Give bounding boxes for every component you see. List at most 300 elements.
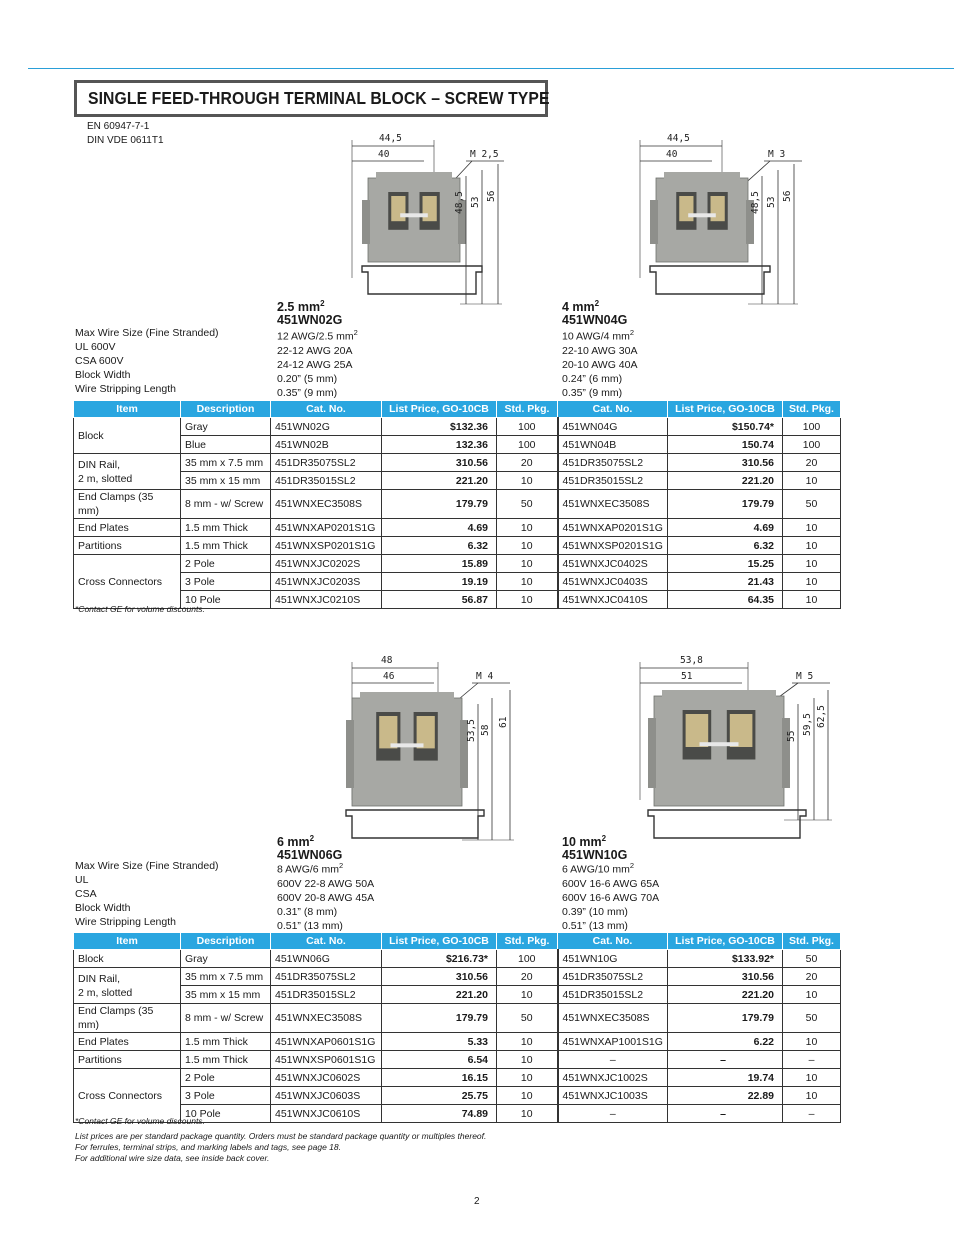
- superscript: 2: [339, 861, 344, 870]
- terminal-block-top: [662, 690, 776, 700]
- catalog-number: 451WN10G: [562, 848, 628, 863]
- table-row: [74, 1087, 841, 1105]
- price-cell: 310.56: [668, 454, 783, 472]
- spec-values-10mm: [562, 859, 659, 933]
- price-cell: 21.43: [668, 573, 783, 591]
- item-cell: End Plates: [74, 519, 181, 537]
- terminal-block-diagram-6mm: [330, 650, 540, 850]
- price-cell: 5.33: [382, 1033, 497, 1051]
- column-header: Std. Pkg.: [783, 933, 841, 950]
- description-cell: 1.5 mm Thick: [181, 1033, 271, 1051]
- std-pkg-cell: 10: [497, 555, 558, 573]
- catalog-number-cell: 451WNXJC0603S: [271, 1087, 382, 1105]
- description-cell: 3 Pole: [181, 1087, 271, 1105]
- terminal-block-top: [376, 172, 452, 182]
- catalog-number-cell: 451WN02B: [271, 436, 382, 454]
- std-pkg-cell: 50: [783, 1004, 841, 1033]
- catalog-number-cell: 451DR35015SL2: [271, 472, 382, 490]
- dimension-label-height: 53: [766, 196, 777, 208]
- wire-size: 4 mm: [562, 300, 595, 315]
- terminal-block-side: [782, 718, 790, 788]
- catalog-number-cell: 451WN04G: [558, 418, 668, 436]
- spec-values-4mm: [562, 326, 637, 400]
- dimension-label-height: 56: [486, 190, 497, 202]
- dimension-label-height: 58: [480, 724, 491, 736]
- catalog-number-cell: 451WNXJC0203S: [271, 573, 382, 591]
- footnote-volume-discount-bottom: *Contact GE for volume discounts.: [75, 1116, 205, 1126]
- dimension-label-inner-width: 46: [383, 671, 395, 682]
- std-pkg-cell: –: [783, 1105, 841, 1123]
- spec-value: 24-12 AWG 25A: [277, 358, 353, 371]
- dimension-label-height: 59,5: [802, 713, 813, 736]
- description-cell: 10 Pole: [181, 1105, 271, 1123]
- catalog-number-cell: –: [558, 1105, 668, 1123]
- dimension-label-height: 48,5: [750, 191, 761, 214]
- terminal-block-top: [360, 692, 454, 702]
- catalog-number-cell: –: [558, 1051, 668, 1069]
- std-pkg-cell: 100: [497, 436, 558, 454]
- price-cell: 179.79: [382, 490, 497, 519]
- dimension-label-overall-width: 53,8: [680, 655, 703, 666]
- description-cell: Gray: [181, 950, 271, 968]
- spec-label: CSA 600V: [75, 355, 124, 367]
- table-row: [74, 986, 841, 1004]
- price-cell: 6.32: [668, 537, 783, 555]
- terminal-block-body: [352, 698, 462, 806]
- spec-label: UL: [75, 874, 89, 886]
- item-cell: Partitions: [74, 1051, 181, 1069]
- column-header: Cat. No.: [271, 401, 382, 418]
- price-cell: 4.69: [668, 519, 783, 537]
- table-row: [74, 436, 841, 454]
- spec-value: 6 AWG/10 mm: [562, 863, 630, 876]
- column-header: Item: [74, 401, 181, 418]
- std-pkg-cell: 100: [783, 436, 841, 454]
- catalog-number-cell: 451WNXSP0601S1G: [271, 1051, 382, 1069]
- description-cell: 35 mm x 7.5 mm: [181, 968, 271, 986]
- catalog-number-cell: 451WNXAP1001S1G: [558, 1033, 668, 1051]
- column-header: List Price, GO-10CB: [382, 933, 497, 950]
- wire-size: 6 mm: [277, 835, 310, 850]
- spec-value: 22-10 AWG 30A: [562, 344, 638, 357]
- price-cell: 74.89: [382, 1105, 497, 1123]
- dimension-label-screw: M 3: [768, 149, 786, 160]
- table-row: [74, 1033, 841, 1051]
- spec-value: 0.20” (5 mm): [277, 372, 338, 385]
- std-pkg-cell: 10: [783, 1069, 841, 1087]
- std-pkg-cell: 10: [783, 555, 841, 573]
- std-pkg-cell: 10: [783, 1087, 841, 1105]
- dimension-label-height: 48,5: [454, 191, 465, 214]
- std-pkg-cell: 10: [783, 986, 841, 1004]
- price-cell: 150.74: [668, 436, 783, 454]
- catalog-number-cell: 451WNXEC3508S: [271, 1004, 382, 1033]
- spec-label: Max Wire Size (Fine Stranded): [75, 860, 219, 872]
- catalog-number-cell: 451WN10G: [558, 950, 668, 968]
- table-row: [74, 537, 841, 555]
- standard-2: DIN VDE 0611T1: [87, 135, 164, 146]
- terminal-block-body: [368, 178, 460, 262]
- page-number: 2: [474, 1196, 480, 1207]
- bridge-bar: [688, 213, 716, 217]
- catalog-number-cell: 451WNXJC1002S: [558, 1069, 668, 1087]
- table-header-row: [74, 401, 841, 418]
- description-cell: Blue: [181, 436, 271, 454]
- price-cell: 221.20: [382, 986, 497, 1004]
- dimension-label-height: 62,5: [816, 705, 827, 728]
- price-cell: 6.54: [382, 1051, 497, 1069]
- superscript: 2: [353, 328, 358, 337]
- catalog-number-cell: 451WN02G: [271, 418, 382, 436]
- item-cell: End Clamps (35 mm): [74, 490, 181, 519]
- spec-label: Block Width: [75, 902, 131, 914]
- description-cell: 35 mm x 15 mm: [181, 472, 271, 490]
- spec-label: Block Width: [75, 369, 131, 381]
- catalog-number: 451WN02G: [277, 313, 343, 328]
- terminal-block-diagram-4mm: [618, 128, 828, 310]
- column-header: List Price, GO-10CB: [668, 933, 783, 950]
- terminal-block-side: [346, 720, 354, 788]
- std-pkg-cell: 10: [497, 1069, 558, 1087]
- product-heading-4mm: [562, 297, 627, 327]
- spec-value: 0.24” (6 mm): [562, 372, 623, 385]
- price-cell: 19.74: [668, 1069, 783, 1087]
- price-cell: 221.20: [668, 986, 783, 1004]
- dimension-label-inner-width: 51: [681, 671, 693, 682]
- std-pkg-cell: 10: [497, 1105, 558, 1123]
- column-header: Std. Pkg.: [497, 401, 558, 418]
- item-cell: Block: [74, 950, 181, 968]
- table-row: [74, 573, 841, 591]
- std-pkg-cell: 20: [783, 454, 841, 472]
- dimension-label-screw: M 2,5: [470, 149, 499, 160]
- table-row: [74, 950, 841, 968]
- notes: [75, 1131, 486, 1164]
- price-cell: 56.87: [382, 591, 497, 609]
- product-heading-6mm: [277, 832, 342, 862]
- bridge-bar: [700, 742, 739, 746]
- price-cell: 6.22: [668, 1033, 783, 1051]
- terminal-block-body: [654, 696, 784, 806]
- price-cell: 64.35: [668, 591, 783, 609]
- spec-value: 22-12 AWG 20A: [277, 344, 353, 357]
- std-pkg-cell: 10: [783, 573, 841, 591]
- std-pkg-cell: 50: [783, 490, 841, 519]
- description-cell: 1.5 mm Thick: [181, 537, 271, 555]
- pricing-table-top: [73, 400, 841, 609]
- price-cell: 22.89: [668, 1087, 783, 1105]
- price-cell: $133.92*: [668, 950, 783, 968]
- table-row: [74, 968, 841, 986]
- catalog-number-cell: 451WNXJC1003S: [558, 1087, 668, 1105]
- screw-clamp: [711, 196, 725, 221]
- dimension-label-overall-width: 48: [381, 655, 393, 666]
- spec-label: Wire Stripping Length: [75, 916, 176, 928]
- terminal-block-diagram-10mm: [618, 650, 838, 850]
- catalog-number-cell: 451WNXAP0201S1G: [271, 519, 382, 537]
- dimension-label-height: 53,5: [466, 719, 477, 742]
- wire-size: 2.5 mm: [277, 300, 321, 315]
- description-cell: Gray: [181, 418, 271, 436]
- table-header-row: [74, 933, 841, 950]
- column-header: Cat. No.: [558, 401, 668, 418]
- standards: [87, 120, 164, 148]
- table-row: [74, 519, 841, 537]
- catalog-number-cell: 451WNXEC3508S: [558, 1004, 668, 1033]
- item-cell: Block: [74, 418, 181, 454]
- terminal-block-side: [362, 200, 370, 244]
- std-pkg-cell: –: [783, 1051, 841, 1069]
- price-cell: 310.56: [668, 968, 783, 986]
- price-cell: $132.36: [382, 418, 497, 436]
- std-pkg-cell: 10: [497, 1087, 558, 1105]
- item-cell: Cross Connectors: [74, 555, 181, 609]
- price-cell: 132.36: [382, 436, 497, 454]
- spec-value: 10 AWG/4 mm: [562, 330, 630, 343]
- price-cell: 310.56: [382, 968, 497, 986]
- catalog-number-cell: 451DR35015SL2: [558, 986, 668, 1004]
- superscript: 2: [601, 834, 607, 843]
- superscript: 2: [309, 834, 315, 843]
- spec-values-6mm: [277, 859, 374, 933]
- table-row: [74, 1004, 841, 1033]
- catalog-number-cell: 451WNXEC3508S: [558, 490, 668, 519]
- table-row: [74, 454, 841, 472]
- price-cell: 6.32: [382, 537, 497, 555]
- item-cell: Partitions: [74, 537, 181, 555]
- catalog-number-cell: 451WNXJC0410S: [558, 591, 668, 609]
- catalog-number: 451WN04G: [562, 313, 628, 328]
- price-cell: 310.56: [382, 454, 497, 472]
- catalog-number-cell: 451WNXJC0610S: [271, 1105, 382, 1123]
- spec-labels-top: [75, 326, 219, 396]
- price-cell: 179.79: [668, 1004, 783, 1033]
- description-cell: 8 mm - w/ Screw: [181, 490, 271, 519]
- std-pkg-cell: 10: [497, 591, 558, 609]
- catalog-number-cell: 451DR35015SL2: [271, 986, 382, 1004]
- std-pkg-cell: 50: [783, 950, 841, 968]
- description-cell: 10 Pole: [181, 591, 271, 609]
- description-cell: 35 mm x 15 mm: [181, 986, 271, 1004]
- catalog-number-cell: 451WNXJC0210S: [271, 591, 382, 609]
- table-row: [74, 1051, 841, 1069]
- description-cell: 3 Pole: [181, 573, 271, 591]
- std-pkg-cell: 10: [497, 537, 558, 555]
- spec-label: Wire Stripping Length: [75, 383, 176, 395]
- terminal-block-side: [650, 200, 658, 244]
- spec-values-2-5mm: [277, 326, 358, 400]
- price-cell: –: [668, 1105, 783, 1123]
- screw-clamp: [679, 196, 693, 221]
- catalog-number-cell: 451WNXJC0202S: [271, 555, 382, 573]
- column-header: Item: [74, 933, 181, 950]
- column-header: Cat. No.: [558, 933, 668, 950]
- std-pkg-cell: 10: [497, 1033, 558, 1051]
- note-wire-size: For additional wire size data, see inside back cover.: [75, 1153, 270, 1163]
- dimension-label-overall-width: 44,5: [379, 133, 402, 144]
- dimension-label-height: 55: [786, 730, 797, 742]
- superscript: 2: [320, 299, 325, 308]
- superscript: 2: [629, 861, 635, 870]
- column-header: Std. Pkg.: [783, 401, 841, 418]
- spec-value: 600V 16-6 AWG 70A: [562, 891, 660, 904]
- footnote-volume-discount-top: *Contact GE for volume discounts.: [75, 604, 205, 614]
- din-rail: [648, 810, 806, 838]
- std-pkg-cell: 100: [497, 950, 558, 968]
- bridge-bar: [391, 743, 424, 747]
- catalog-number-cell: 451WNXJC0602S: [271, 1069, 382, 1087]
- catalog-number-cell: 451DR35075SL2: [271, 454, 382, 472]
- std-pkg-cell: 10: [497, 1051, 558, 1069]
- description-cell: 1.5 mm Thick: [181, 519, 271, 537]
- description-cell: 35 mm x 7.5 mm: [181, 454, 271, 472]
- terminal-block-body: [656, 178, 748, 262]
- superscript: 2: [594, 299, 600, 308]
- product-heading-2-5mm: [277, 297, 342, 327]
- item-cell: End Plates: [74, 1033, 181, 1051]
- price-cell: –: [668, 1051, 783, 1069]
- catalog-number-cell: 451WNXSP0201S1G: [558, 537, 668, 555]
- spec-value: 0.35” (9 mm): [562, 386, 623, 399]
- std-pkg-cell: 10: [783, 519, 841, 537]
- spec-value: 0.35” (9 mm): [277, 386, 338, 399]
- pricing-table-bottom: [73, 932, 841, 1123]
- price-cell: 179.79: [668, 490, 783, 519]
- title-box: [74, 80, 548, 117]
- spec-value: 600V 20-8 AWG 45A: [277, 891, 375, 904]
- screw-clamp: [391, 196, 405, 221]
- table-row: [74, 1069, 841, 1087]
- wire-size: 10 mm: [562, 835, 602, 850]
- superscript: 2: [629, 328, 635, 337]
- std-pkg-cell: 20: [497, 454, 558, 472]
- std-pkg-cell: 10: [783, 472, 841, 490]
- std-pkg-cell: 10: [497, 472, 558, 490]
- spec-label: UL 600V: [75, 341, 116, 353]
- price-cell: 25.75: [382, 1087, 497, 1105]
- spec-value: 0.51” (13 mm): [562, 919, 628, 932]
- din-rail: [362, 266, 482, 294]
- catalog-number-cell: 451WNXJC0403S: [558, 573, 668, 591]
- dimension-label-height: 53: [470, 196, 481, 208]
- spec-label: Max Wire Size (Fine Stranded): [75, 327, 219, 339]
- spec-value: 600V 22-8 AWG 50A: [277, 877, 375, 890]
- price-cell: 179.79: [382, 1004, 497, 1033]
- price-cell: 15.89: [382, 555, 497, 573]
- std-pkg-cell: 10: [783, 1033, 841, 1051]
- dimension-label-overall-width: 44,5: [667, 133, 690, 144]
- table-row: [74, 555, 841, 573]
- std-pkg-cell: 10: [497, 986, 558, 1004]
- catalog-number-cell: 451DR35015SL2: [558, 472, 668, 490]
- std-pkg-cell: 10: [783, 591, 841, 609]
- std-pkg-cell: 10: [783, 537, 841, 555]
- description-cell: 8 mm - w/ Screw: [181, 1004, 271, 1033]
- column-header: List Price, GO-10CB: [382, 401, 497, 418]
- price-cell: 16.15: [382, 1069, 497, 1087]
- catalog-number-cell: 451WN04B: [558, 436, 668, 454]
- spec-value: 0.39” (10 mm): [562, 905, 628, 918]
- catalog-number-cell: 451DR35075SL2: [558, 968, 668, 986]
- top-rule: [28, 68, 954, 69]
- price-cell: $150.74*: [668, 418, 783, 436]
- dimension-label-inner-width: 40: [378, 149, 390, 160]
- column-header: Cat. No.: [271, 933, 382, 950]
- spec-value: 0.51” (13 mm): [277, 919, 343, 932]
- std-pkg-cell: 10: [497, 519, 558, 537]
- description-cell: 2 Pole: [181, 555, 271, 573]
- catalog-number-cell: 451WNXSP0201S1G: [271, 537, 382, 555]
- column-header: List Price, GO-10CB: [668, 401, 783, 418]
- price-cell: 19.19: [382, 573, 497, 591]
- spec-label: CSA: [75, 888, 97, 900]
- column-header: Description: [181, 401, 271, 418]
- std-pkg-cell: 10: [497, 573, 558, 591]
- column-header: Std. Pkg.: [497, 933, 558, 950]
- catalog-number-cell: 451WN06G: [271, 950, 382, 968]
- description-cell: 2 Pole: [181, 1069, 271, 1087]
- dimension-label-height: 61: [498, 716, 509, 728]
- note-package-quantity: List prices are per standard package quantity. Orders must be standard package quantity or multiples thereof.: [75, 1131, 487, 1141]
- dimension-label-screw: M 4: [476, 671, 494, 682]
- spec-value: 20-10 AWG 40A: [562, 358, 638, 371]
- std-pkg-cell: 20: [497, 968, 558, 986]
- catalog-number-cell: 451DR35075SL2: [558, 454, 668, 472]
- std-pkg-cell: 50: [497, 490, 558, 519]
- item-cell: Cross Connectors: [74, 1069, 181, 1123]
- dimension-label-inner-width: 40: [666, 149, 678, 160]
- catalog-number-cell: 451WNXAP0201S1G: [558, 519, 668, 537]
- std-pkg-cell: 100: [497, 418, 558, 436]
- item-cell: DIN Rail, 2 m, slotted: [74, 968, 181, 1004]
- din-rail: [346, 810, 484, 838]
- spec-value: 600V 16-6 AWG 65A: [562, 877, 660, 890]
- screw-clamp: [730, 714, 753, 747]
- standard-1: EN 60947-7-1: [87, 121, 150, 132]
- std-pkg-cell: 20: [783, 968, 841, 986]
- terminal-block-side: [648, 718, 656, 788]
- bridge-bar: [400, 213, 428, 217]
- price-cell: 15.25: [668, 555, 783, 573]
- din-rail: [650, 266, 770, 294]
- dimension-label-screw: M 5: [796, 671, 814, 682]
- price-cell: $216.73*: [382, 950, 497, 968]
- note-ferrules: For ferrules, terminal strips, and marking labels and tags, see page 18.: [75, 1142, 341, 1152]
- dimension-label-height: 56: [782, 190, 793, 202]
- terminal-block-diagram-2-5mm: [330, 128, 540, 310]
- table-row: [74, 472, 841, 490]
- catalog-number-cell: 451WNXAP0601S1G: [271, 1033, 382, 1051]
- catalog-number-cell: 451DR35075SL2: [271, 968, 382, 986]
- price-cell: 221.20: [668, 472, 783, 490]
- std-pkg-cell: 50: [497, 1004, 558, 1033]
- price-cell: 221.20: [382, 472, 497, 490]
- product-heading-10mm: [562, 832, 627, 862]
- table-row: [74, 490, 841, 519]
- terminal-block-top: [664, 172, 740, 182]
- column-header: Description: [181, 933, 271, 950]
- screw-clamp: [686, 714, 709, 747]
- std-pkg-cell: 100: [783, 418, 841, 436]
- spec-labels-bottom: [75, 859, 219, 929]
- table-row: [74, 418, 841, 436]
- price-cell: 4.69: [382, 519, 497, 537]
- description-cell: 1.5 mm Thick: [181, 1051, 271, 1069]
- spec-value: 12 AWG/2.5 mm: [277, 330, 354, 343]
- item-cell: DIN Rail, 2 m, slotted: [74, 454, 181, 490]
- catalog-number-cell: 451WNXJC0402S: [558, 555, 668, 573]
- page-title: SINGLE FEED-THROUGH TERMINAL BLOCK – SCREW TYPE: [88, 88, 550, 108]
